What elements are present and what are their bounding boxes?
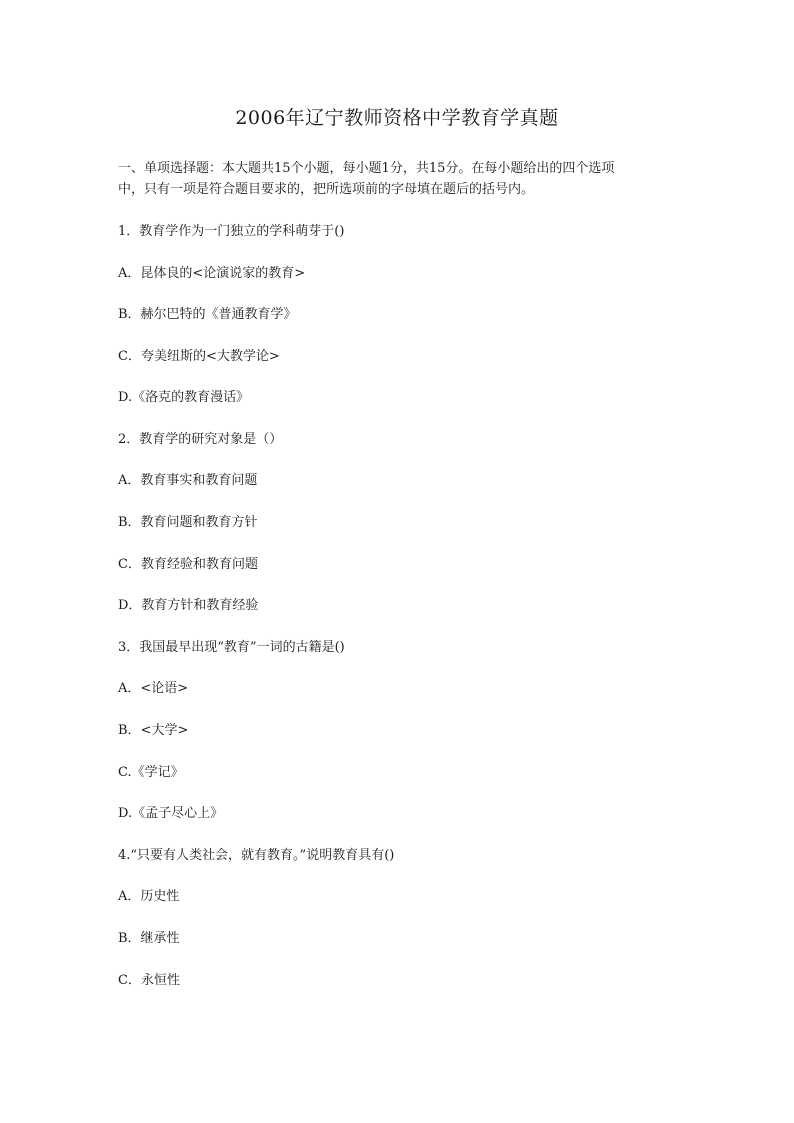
question-3-option-b: B．<大学> bbox=[118, 723, 189, 738]
question-3-option-d: D.《孟子尽心上》 bbox=[118, 806, 224, 821]
question-3-option-c: C.《学记》 bbox=[118, 765, 184, 780]
question-2-option-c: C．教育经验和教育问题 bbox=[118, 557, 258, 572]
question-2: 2．教育学的研究对象是（） bbox=[118, 432, 283, 447]
question-4: 4.“只要有人类社会，就有教育。”说明教育具有() bbox=[118, 848, 395, 863]
question-1-option-c: C．夸美纽斯的<大教学论> bbox=[118, 349, 280, 364]
question-4-option-b: B．继承性 bbox=[118, 931, 180, 946]
question-2-option-d: D．教育方针和教育经验 bbox=[118, 598, 259, 613]
question-1-option-b: B．赫尔巴特的《普通教育学》 bbox=[118, 307, 297, 322]
instructions-line-2: 中，只有一项是符合题目要求的，把所选项前的字母填在题后的括号内。 bbox=[118, 182, 535, 197]
question-2-option-b: B．教育问题和教育方针 bbox=[118, 515, 258, 530]
question-1-option-d: D.《洛克的教育漫话》 bbox=[118, 390, 250, 405]
page-title: 2006年辽宁教师资格中学教育学真题 bbox=[235, 107, 559, 129]
question-3-option-a: A．<论语> bbox=[118, 681, 189, 696]
question-4-option-c: C．永恒性 bbox=[118, 973, 180, 988]
section-instructions bbox=[118, 158, 678, 200]
question-4-option-a: A．历史性 bbox=[118, 889, 180, 904]
question-3: 3．我国最早出现“教育”一词的古籍是() bbox=[118, 640, 345, 655]
instructions-line-1: 一、单项选择题：本大题共15个小题，每小题1分，共15分。在每小题给出的四个选项 bbox=[118, 161, 615, 176]
question-1: 1．教育学作为一门独立的学科萌芽于() bbox=[118, 224, 345, 239]
question-2-option-a: A．教育事实和教育问题 bbox=[118, 473, 258, 488]
question-1-option-a: A．昆体良的<论演说家的教育> bbox=[118, 266, 306, 281]
